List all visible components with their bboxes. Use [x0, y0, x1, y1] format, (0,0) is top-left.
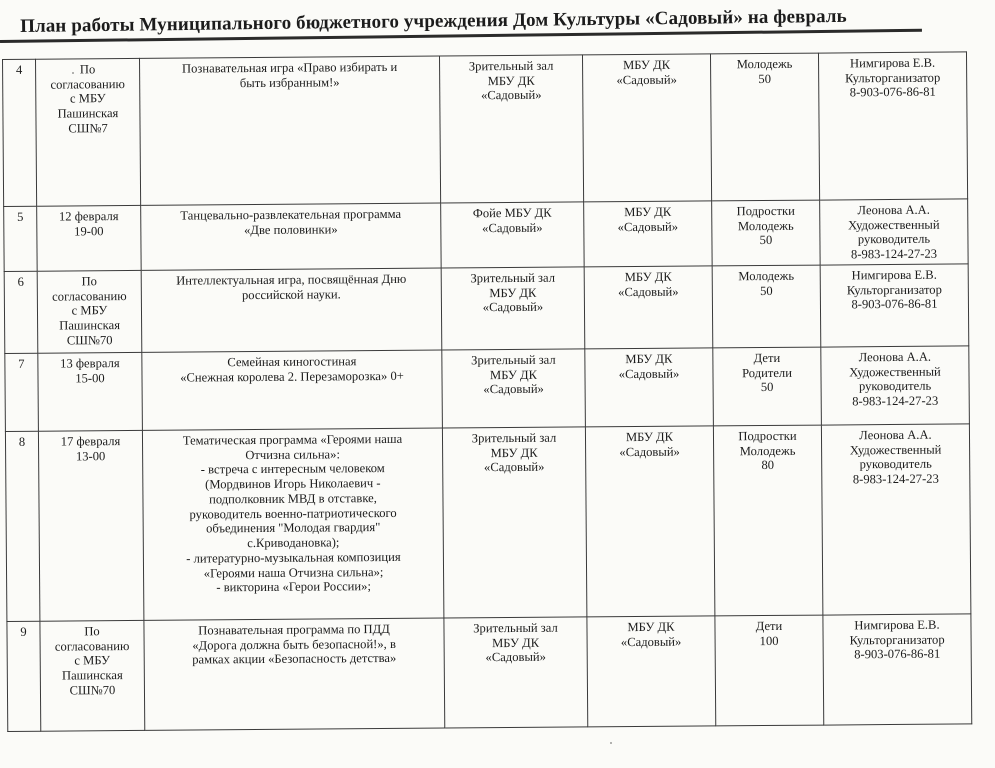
place-line: «Садовый»	[482, 220, 543, 235]
date-line: По	[81, 274, 98, 289]
audience-line: 50	[759, 283, 773, 298]
event-line: объединения "Молодая гвардия"	[205, 520, 381, 536]
cell-place	[444, 617, 588, 728]
audience-line: Молодежь	[738, 268, 795, 284]
event-line: подполковник МВД в отставке,	[209, 490, 377, 507]
place-line: Зрительный зал	[473, 620, 558, 636]
org-line: МБУ ДК	[625, 351, 673, 367]
date-line: Пашинская	[61, 668, 123, 683]
cell-date	[37, 270, 142, 353]
table-row	[7, 614, 972, 732]
resp-line: Культорганизатор	[849, 632, 945, 648]
place-line: МБУ ДК	[489, 285, 537, 300]
audience-line: Подростки	[738, 428, 797, 444]
date-line: Пашинская	[57, 106, 119, 121]
scan-speck	[610, 742, 612, 744]
scan-speck	[72, 72, 74, 74]
table-row	[5, 346, 970, 432]
place-line: «Садовый»	[482, 300, 544, 315]
event-line: «Дорога должна быть безопасной!», в	[192, 636, 396, 653]
date-line: согласованию	[50, 76, 125, 92]
org-line: МБУ ДК	[624, 204, 672, 220]
place-line: МБУ ДК	[490, 445, 538, 460]
audience-line: 80	[761, 458, 775, 473]
cell-audience	[710, 53, 819, 201]
resp-line: 8-903-076-86-81	[849, 85, 936, 100]
cell-num: 8	[5, 431, 39, 621]
place-line: МБУ ДК	[489, 367, 538, 382]
place-line: Зрительный зал	[471, 430, 557, 446]
org-line: «Садовый»	[620, 634, 682, 649]
event-line: «Героями наша Отчизна сильна»;	[203, 564, 384, 580]
cell-place	[442, 427, 586, 618]
cell-org	[585, 426, 714, 617]
cell-org	[584, 201, 713, 267]
cell-date	[38, 430, 143, 621]
cell-date	[37, 205, 142, 271]
resp-line: Художественный	[847, 217, 940, 233]
resp-line: Леонова А.А.	[858, 349, 932, 365]
audience-line: 100	[759, 633, 779, 648]
date-line: СШ№7	[68, 121, 108, 136]
cell-resp	[821, 346, 970, 425]
cell-num: 9	[7, 621, 41, 731]
date-line: с МБУ	[74, 653, 111, 668]
place-line: МБУ ДК	[492, 635, 540, 650]
cell-date	[40, 620, 145, 731]
resp-line: Нимгирова Е.В.	[849, 55, 936, 71]
cell-place	[442, 349, 586, 428]
cell-audience	[713, 425, 822, 616]
date-line: Пашинская	[59, 318, 121, 333]
cell-event	[139, 56, 440, 205]
event-line: российской науки.	[241, 287, 341, 302]
org-line: МБУ ДК	[627, 619, 675, 635]
audience-line: Дети	[753, 350, 781, 366]
resp-line: 8-983-124-27-23	[852, 393, 939, 409]
cell-audience	[712, 200, 821, 266]
org-line: МБУ ДК	[625, 429, 674, 445]
audience-line: Молодежь	[736, 56, 793, 72]
cell-org	[584, 266, 713, 349]
cell-place	[441, 202, 585, 268]
org-line: МБУ ДК	[622, 57, 671, 73]
place-line: Зрительный зал	[470, 270, 556, 286]
date-line: 17 февраля	[60, 434, 121, 449]
org-line: «Садовый»	[619, 444, 680, 459]
place-line: Фойе МБУ ДК	[472, 205, 552, 221]
date-line: СШ№70	[66, 333, 113, 348]
table-row	[4, 264, 969, 354]
resp-line: 8-903-076-86-81	[851, 297, 938, 312]
cell-event	[142, 428, 443, 620]
resp-line: 8-903-076-86-81	[854, 647, 941, 662]
audience-line: Подростки	[736, 203, 795, 219]
date-line: 13 февраля	[60, 356, 120, 371]
cell-resp	[820, 199, 969, 265]
date-line: 19-00	[74, 223, 104, 239]
date-line: согласованию	[52, 288, 127, 304]
cell-resp	[820, 264, 969, 347]
event-line: Отчизна сильна»:	[245, 447, 340, 462]
cell-date	[36, 58, 141, 206]
date-line: 13-00	[75, 448, 106, 464]
audience-line: Дети	[755, 618, 783, 634]
plan-table	[2, 51, 972, 731]
org-line: МБУ ДК	[624, 269, 672, 285]
event-line: рамках акции «Безопасность детства»	[192, 651, 397, 667]
date-line: согласованию	[54, 638, 130, 654]
event-line: - встреча с интересным человеком	[200, 461, 385, 477]
audience-line: Молодежь	[739, 443, 796, 458]
date-line: 12 февраля	[58, 209, 119, 224]
resp-line: Художественный	[849, 442, 942, 458]
date-line: 15-00	[75, 370, 105, 386]
place-line: «Садовый»	[483, 382, 544, 397]
cell-audience	[713, 347, 822, 426]
resp-line: Нимгирова Е.В.	[854, 617, 940, 633]
resp-line: 8-983-124-27-23	[852, 471, 939, 487]
org-line: «Садовый»	[618, 366, 680, 381]
event-line: Познавательная программа по ПДД	[198, 621, 390, 638]
event-line: «Две половинки»	[244, 222, 338, 237]
event-line: Семейная киногостиная	[227, 354, 357, 370]
cell-audience	[712, 265, 821, 348]
event-line: - викторина «Герои России»;	[216, 579, 371, 595]
event-line: Интеллектуальная игра, посвящённая Дню	[176, 271, 407, 288]
cell-num: 7	[5, 353, 39, 431]
audience-line: 50	[759, 233, 773, 248]
event-line: - литературно-музыкальная композиция	[186, 549, 401, 566]
cell-event	[141, 203, 442, 270]
table-row	[3, 52, 968, 207]
resp-line: Нимгирова Е.В.	[851, 267, 937, 283]
table-row	[5, 424, 970, 622]
resp-line: 8-983-124-27-23	[850, 246, 938, 262]
place-line: «Садовый»	[485, 650, 546, 665]
place-line: «Садовый»	[481, 88, 542, 103]
resp-line: Культорганизатор	[846, 282, 942, 298]
resp-line: руководитель	[858, 379, 932, 394]
org-line: «Садовый»	[616, 72, 677, 87]
resp-line: Леонова А.А.	[859, 427, 932, 443]
plan-sheet	[2, 51, 972, 731]
table-row	[4, 199, 968, 272]
event-line: с.Криводановка);	[247, 535, 340, 551]
audience-line: 50	[760, 380, 774, 395]
cell-org	[587, 616, 716, 727]
cell-num: 5	[4, 206, 38, 271]
cell-org	[582, 54, 711, 202]
event-line: Познавательная игра «Право избирать и	[181, 59, 398, 76]
event-line: быть избранным!»	[239, 75, 340, 90]
date-line: СШ№70	[69, 683, 116, 698]
resp-line: Художественный	[849, 364, 941, 380]
event-line: «Снежная королева 2. Перезаморозка» 0+	[180, 368, 404, 385]
place-line: Зрительный зал	[471, 352, 556, 368]
date-line: По	[79, 62, 96, 77]
page-title: План работы Муниципального бюджетного учреждения Дом Культуры «Садовый» на февраль	[20, 5, 847, 37]
audience-line: 50	[758, 71, 772, 86]
cell-num: 4	[3, 59, 37, 206]
cell-num: 6	[4, 271, 38, 353]
cell-resp	[821, 424, 970, 615]
resp-line: Леонова А.А.	[857, 202, 930, 218]
cell-audience	[715, 615, 824, 726]
event-line: (Мордвинов Игорь Николаевич -	[205, 476, 381, 492]
cell-event	[141, 268, 442, 352]
event-line: Танцевально-развлекательная программа	[180, 206, 402, 223]
date-line: с МБУ	[71, 303, 108, 318]
resp-line: руководитель	[859, 457, 932, 472]
place-line: «Садовый»	[483, 460, 545, 475]
cell-date	[38, 352, 143, 431]
cell-place	[441, 267, 585, 350]
cell-resp	[823, 614, 972, 725]
org-line: «Садовый»	[617, 219, 679, 234]
cell-org	[585, 348, 714, 427]
date-line: По	[84, 624, 100, 639]
date-line: с МБУ	[69, 91, 106, 106]
cell-event	[142, 350, 443, 430]
cell-resp	[818, 52, 967, 200]
event-line: руководитель военно-патриотического	[189, 505, 397, 522]
cell-event	[144, 618, 445, 730]
place-line: МБУ ДК	[487, 73, 535, 88]
audience-line: Молодежь	[737, 218, 794, 233]
resp-line: Культорганизатор	[845, 70, 941, 86]
cell-place	[439, 55, 583, 203]
place-line: Зрительный зал	[468, 58, 554, 74]
resp-line: руководитель	[857, 232, 931, 247]
audience-line: Родители	[741, 365, 792, 380]
event-line: Тематическая программа «Героями наша	[182, 431, 403, 448]
org-line: «Садовый»	[618, 284, 679, 299]
